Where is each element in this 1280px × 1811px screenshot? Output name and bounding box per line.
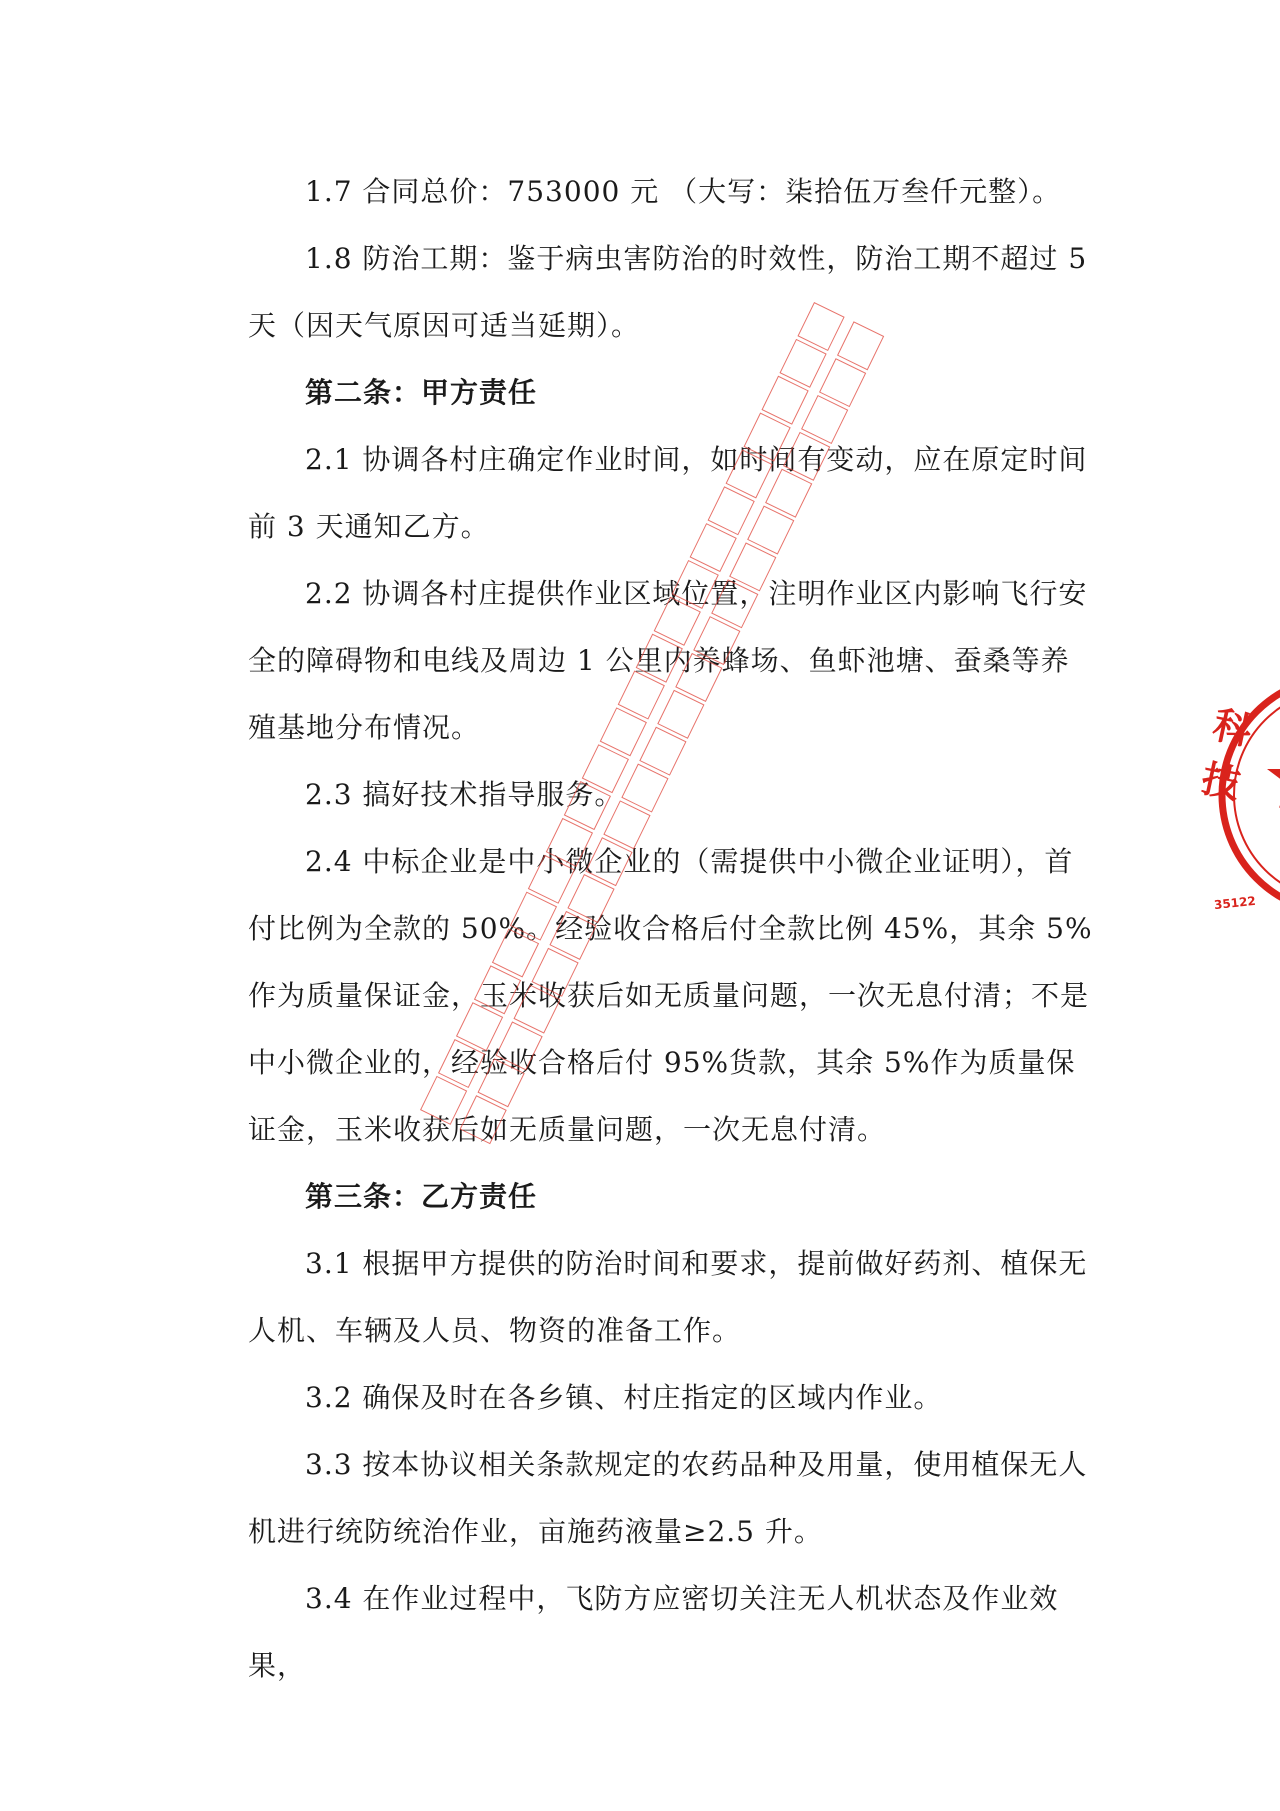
seal-text: 科技 [1197,701,1256,808]
seal-code: 35122 [1213,893,1257,913]
clause-3-2: 3.2 确保及时在各乡镇、村庄指定的区域内作业。 [305,1381,943,1414]
clause-1-7: 1.7 合同总价：753000 元 （大写：柒拾伍万叁仟元整）。 [305,175,1062,208]
clause-2-1: 2.1 协调各村庄确定作业时间，如时间有变动，应在原定时间前 3 天通知乙方。 [248,443,1088,543]
clause-2-3: 2.3 搞好技术指导服务。 [305,778,624,811]
clause-2-2: 2.2 协调各村庄提供作业区域位置，注明作业区内影响飞行安全的障碍物和电线及周边 1 公里内养蜂场、鱼虾池塘、蚕桑等养殖基地分布情况。 [248,577,1088,744]
contract-body [248,158,1098,1699]
clause-3-1: 3.1 根据甲方提供的防治时间和要求，提前做好药剂、植保无人机、车辆及人员、物资的准备工作。 [248,1247,1088,1347]
clause-3-3: 3.3 按本协议相关条款规定的农药品种及用量，使用植保无人机进行统防统治作业，亩施药液量≥2.5 升。 [248,1448,1088,1548]
clause-2-4: 2.4 中标企业是中小微企业的（需提供中小微企业证明），首付比例为全款的 50%。经验收合格后付全款比例 45%，其余 5%作为质量保证金，玉米收获后如无质量问题，一次无息付清；不是中小微企业的，经验收合格后付 95%货款，其余 5%作为质量保证金，玉米收获后如无质量问题，一次无息付清。 [248,845,1093,1146]
clause-3-4: 3.4 在作业过程中，飞防方应密切关注无人机状态及作业效果， [248,1582,1059,1682]
article-2-heading: 第二条：甲方责任 [305,376,538,409]
article-3-heading: 第三条：乙方责任 [305,1180,538,1213]
clause-1-8: 1.8 防治工期：鉴于病虫害防治的时效性，防治工期不超过 5 天（因天气原因可适当延期）。 [248,242,1088,342]
